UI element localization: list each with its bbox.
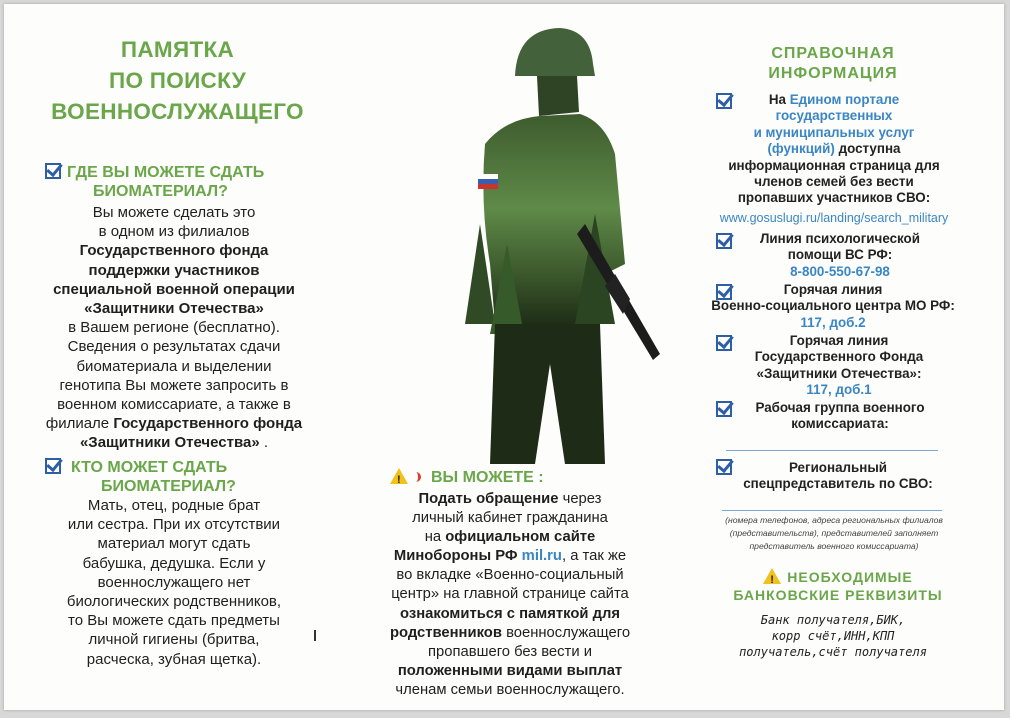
section-text-you-can xyxy=(360,490,660,700)
section-heading-who xyxy=(45,458,285,496)
text-line: пропавших участников СВО: xyxy=(737,190,931,206)
phone-number[interactable]: 8-800-550-67-98 xyxy=(790,263,890,279)
text-line: материал могут сдать xyxy=(97,535,251,553)
text-line: положенными видами выплат xyxy=(397,662,623,679)
text-line: корр счёт,ИНН,КПП xyxy=(771,629,895,643)
text-line: личный кабинет гражданина xyxy=(412,510,608,527)
text-line: Вы можете сделать это xyxy=(92,204,256,221)
title-line: ВОЕННОСЛУЖАЩЕГО xyxy=(51,99,304,124)
hotline-military-social xyxy=(708,282,958,331)
text-line: и муниципальных услуг xyxy=(753,124,915,140)
heading-line: ИНФОРМАЦИЯ xyxy=(768,65,898,82)
text-line: Рабочая группа военного xyxy=(755,400,925,415)
bank-details-text xyxy=(718,612,948,660)
text-line: биологических родственников, xyxy=(66,593,282,611)
heading-line: СПРАВОЧНАЯ xyxy=(771,45,895,62)
heading-text: ВЫ МОЖЕТЕ : xyxy=(431,469,544,486)
text-line: комиссариата: xyxy=(791,416,889,432)
workgroup-commissariat xyxy=(730,400,950,433)
text-line: информационная страница для xyxy=(728,157,940,173)
text-line: то Вы можете сдать предметы xyxy=(68,612,280,630)
text-line: (представительств), представителей заполняет xyxy=(729,528,939,538)
text-line: ознакомиться с памяткой для xyxy=(400,605,620,622)
regional-representative xyxy=(718,460,958,493)
text-line: специальной военной операции xyxy=(53,280,295,298)
text-line: Государственного Фонда xyxy=(754,349,924,365)
text-line: спецпредставитель по СВО: xyxy=(743,476,933,492)
text-span: Едином портале xyxy=(789,92,900,107)
text-line: или сестра. При их отсутствии xyxy=(67,516,281,534)
section-text-where xyxy=(40,203,308,453)
text-span: официальном сайте xyxy=(445,529,596,546)
checkbox-checked-icon xyxy=(716,233,732,249)
warning-icon xyxy=(763,568,781,584)
text-line: членов семей без вести xyxy=(754,174,914,190)
text-line: Государственного фонда xyxy=(79,242,269,260)
page-title xyxy=(40,34,315,127)
text-line: «Защитники Отечества»: xyxy=(756,365,922,381)
text-line: центр» на главной странице сайта xyxy=(391,586,629,603)
checkbox-checked-icon xyxy=(45,458,61,474)
text-span: через xyxy=(558,491,602,507)
text-line: получатель,счёт получателя xyxy=(739,645,927,659)
text-line: государственных xyxy=(775,108,893,124)
text-line: в одном из филиалов xyxy=(98,223,250,241)
text-line: личной гигиены (бритва, xyxy=(88,631,260,649)
text-line: Горячая линия xyxy=(783,282,883,297)
bank-details-heading xyxy=(728,568,948,604)
text-line: Горячая линия xyxy=(789,333,889,348)
text-line: пропавшего без вести и xyxy=(428,643,592,660)
heading-line xyxy=(728,568,948,586)
title-line: ПАМЯТКА xyxy=(120,37,235,62)
text-line: членам семьи военнослужащего. xyxy=(395,681,625,698)
soldier-silhouette-illustration xyxy=(455,24,670,464)
text-span: . xyxy=(259,434,269,452)
text-line xyxy=(360,528,660,547)
heading-line: БИОМАТЕРИАЛ? xyxy=(93,183,228,200)
gosuslugi-info xyxy=(716,92,952,226)
fill-in-line xyxy=(722,510,942,511)
phone-number[interactable]: 117, доб.2 xyxy=(800,314,866,330)
text-span: , а так же xyxy=(561,548,627,565)
text-span: на xyxy=(424,529,446,546)
text-line xyxy=(360,490,660,509)
text-line: биоматериала и выделении xyxy=(76,357,272,375)
checkbox-checked-icon xyxy=(45,163,61,179)
text-line: Банк получателя,БИК, xyxy=(760,613,906,627)
red-arrow-icon xyxy=(412,472,421,482)
heading-line: ГДЕ ВЫ МОЖЕТЕ СДАТЬ xyxy=(67,164,265,181)
text-line xyxy=(40,414,308,433)
phone-number[interactable]: 117, доб.1 xyxy=(806,382,872,398)
fill-in-line xyxy=(726,450,938,451)
fill-in-note xyxy=(714,514,954,553)
hotline-defenders-fund xyxy=(724,333,954,399)
text-line xyxy=(360,547,660,566)
text-span: родственников xyxy=(389,624,502,641)
heading-line: БАНКОВСКИЕ РЕКВИЗИТЫ xyxy=(733,587,943,603)
text-span: Подать обращение xyxy=(418,491,559,507)
text-line: расческа, зубная щетка). xyxy=(86,650,262,668)
heading-text: НЕОБХОДИМЫЕ xyxy=(787,569,913,585)
text-span: Минобороны РФ xyxy=(393,548,522,565)
text-line xyxy=(716,92,952,108)
text-line: Региональный xyxy=(788,460,888,475)
text-cursor xyxy=(314,630,316,641)
psych-help-line xyxy=(740,231,940,280)
title-line: ПО ПОИСКУ xyxy=(108,68,246,93)
text-line: Военно-социального центра МО РФ: xyxy=(711,298,955,314)
text-line xyxy=(716,141,952,157)
text-span: Государственного фонда xyxy=(113,415,303,433)
text-line: бабушка, дедушка. Если у xyxy=(82,554,266,572)
text-line: военном комиссариате, а также в xyxy=(57,396,291,414)
text-span: доступна xyxy=(834,141,901,157)
text-line: во вкладке «Военно-социальный xyxy=(396,567,624,584)
text-span: (функций) xyxy=(767,141,835,157)
text-line: Сведения о результатах сдачи xyxy=(67,338,281,356)
text-line: (номера телефонов, адреса региональных филиалов xyxy=(725,515,943,525)
text-line: поддержки участников xyxy=(88,261,260,279)
milru-link[interactable]: mil.ru xyxy=(521,548,562,565)
section-text-who xyxy=(40,496,308,669)
text-line: представитель военного комиссариата) xyxy=(749,541,919,551)
heading-line: БИОМАТЕРИАЛ? xyxy=(101,478,236,495)
text-line xyxy=(360,624,660,643)
section-heading-where xyxy=(45,163,285,201)
heading-line: КТО МОЖЕТ СДАТЬ xyxy=(71,459,228,476)
text-line: помощи ВС РФ: xyxy=(787,247,893,263)
text-span: На xyxy=(768,92,790,107)
text-line: генотипа Вы можете запросить в xyxy=(59,376,289,394)
text-line: в Вашем регионе (бесплатно). xyxy=(68,319,280,337)
text-line xyxy=(40,433,308,452)
text-line: Мать, отец, родные брат xyxy=(87,497,261,514)
text-span: филиале xyxy=(45,415,114,433)
gosuslugi-link[interactable]: www.gosuslugi.ru/landing/search_military xyxy=(719,210,949,225)
reference-info-heading xyxy=(740,44,926,84)
section-heading-you-can xyxy=(390,468,590,487)
warning-icon xyxy=(390,468,408,484)
text-line: Линия психологической xyxy=(760,231,920,246)
text-line: «Защитники Отечества» xyxy=(84,300,264,318)
text-line: военнослужащего нет xyxy=(97,573,251,591)
text-span: военнослужащего xyxy=(501,624,631,641)
text-span: «Защитники Отечества» xyxy=(79,434,260,452)
